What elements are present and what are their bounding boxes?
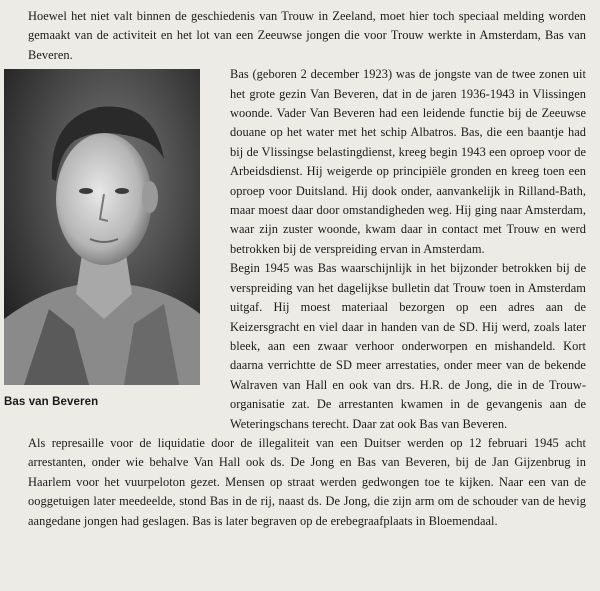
portrait-photo [4, 69, 200, 385]
paragraph-biography: Bas (geboren 2 december 1923) was de jongste van de twee zonen uit het grote gezin Van Beveren, dat in de jaren 1936-1943 in Vlissingen woonde. Vader Van Beveren had een leidende functie bij de Zeeuwse douane op het water met het schip Albatros. Bas, die een baantje had bij de Vlissingse belastingdienst, kreeg begin 1943 een oproep voor de Arbeidsdienst. Hij weigerde op principiële gronden en kreeg toen een oproep voor Duitsland. Hij dook onder, aanvankelijk in Rilland-Bath, maar moest daar door omstandigheden weg. Hij ging naar Amsterdam, waar zijn zuster woonde, kwam daar in contact met Trouw en werd betrokken bij de verspreiding ervan in Amsterdam. [230, 67, 586, 256]
paragraph-arrest: Begin 1945 was Bas waarschijnlijk in het bijzonder betrokken bij de verspreiding van het dagelijkse bulletin dat Trouw toen in Amsterdam uitgaf. Hij moest materiaal bezorgen op een adres aan de Keizersgracht en viel daar in handen van de SD. Hij werd, zoals later bleek, aan een zwaar verhoor onderworpen en mishandeld. Kort daarna verrichtte de SD meer arrestaties, onder meer van de bekende Walraven van Hall en ook van drs. H.R. de Jong, die in de Trouw-organisatie zat. De arrestanten kwamen in de gevangenis aan de Weteringschans terecht. Daar zat ook Bas van Beveren. [230, 261, 586, 431]
portrait-image [4, 69, 200, 385]
paragraph-intro: Hoewel het niet valt binnen de geschiedenis van Trouw in Zeeland, moet hier toch speciaal melding worden gemaakt van de activiteit en het lot van een Zeeuwse jongen die voor Trouw werkte in Amsterdam, Bas van Beveren. [28, 9, 586, 62]
paragraph-execution: Als represaille voor de liquidatie door de illegaliteit van een Duitser werden op 12 februari 1945 acht arrestanten, onder wie behalve Van Hall ook ds. De Jong en Bas van Beveren, bij de Jan Gijzenbrug in Haarlem voor het vuurpeloton gezet. Mensen op straat werden gedwongen toe te kijken. Naar een van de ooggetuigen later meedeelde, stond Bas in de rij, naast ds. De Jong, die zijn arm om de schouder van de hevig aangedane jongen had geslagen. Bas is later begraven op de erebegraafplaats in Bloemendaal. [28, 435, 586, 528]
portrait-figure [4, 69, 218, 429]
portrait-caption: Bas van Beveren [4, 396, 99, 409]
